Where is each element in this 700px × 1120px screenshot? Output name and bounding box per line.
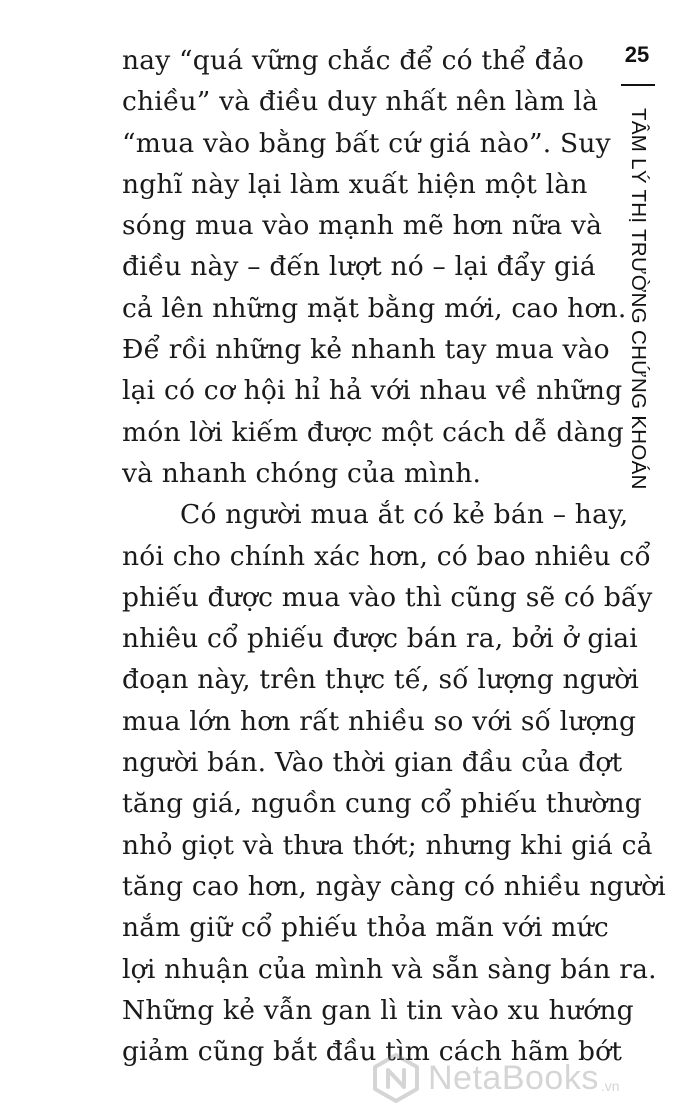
text-line: nắm giữ cổ phiếu thỏa mãn với mức xyxy=(122,912,609,944)
header-rule xyxy=(621,84,655,86)
text-line: phiếu được mua vào thì cũng sẽ có bấy xyxy=(122,581,653,613)
text-line: Để rồi những kẻ nhanh tay mua vào xyxy=(122,334,610,366)
text-line: sóng mua vào mạnh mẽ hơn nữa và xyxy=(122,210,603,242)
paragraph-2 xyxy=(122,494,666,1072)
text-line: Có người mua ắt có kẻ bán – hay, xyxy=(180,499,629,531)
text-line: món lời kiếm được một cách dễ dàng xyxy=(122,416,624,448)
text-line: nay “quá vững chắc để có thể đảo xyxy=(122,45,584,76)
text-line: tăng cao hơn, ngày càng có nhiều người xyxy=(122,870,666,902)
text-line: giảm cũng bắt đầu tìm cách hãm bớt xyxy=(122,1036,623,1068)
text-line: nhiêu cổ phiếu được bán ra, bởi ở giai xyxy=(122,623,638,655)
text-line: đoạn này, trên thực tế, số lượng người xyxy=(122,664,640,696)
text-line: nghĩ này lại làm xuất hiện một làn xyxy=(122,168,588,200)
text-line: và nhanh chóng của mình. xyxy=(122,457,482,489)
text-line: tăng giá, nguồn cung cổ phiếu thường xyxy=(122,788,642,820)
text-line: người bán. Vào thời gian đầu của đợt xyxy=(122,747,623,779)
text-line: lại có cơ hội hỉ hả với nhau về những xyxy=(122,375,623,407)
watermark-suffix: .vn xyxy=(600,1078,620,1094)
text-line: lợi nhuận của mình và sẵn sàng bán ra. xyxy=(122,953,657,985)
watermark-text: NetaBooks xyxy=(428,1058,599,1097)
text-line: mua lớn hơn rất nhiều so với số lượng xyxy=(122,705,637,737)
watermark xyxy=(370,1052,620,1104)
text-line: điều này – đến lượt nó – lại đẩy giá xyxy=(122,251,596,283)
text-line: nói cho chính xác hơn, có bao nhiêu cổ xyxy=(122,540,651,572)
paragraph-1 xyxy=(122,40,627,494)
text-line: “mua vào bằng bất cứ giá nào”. Suy xyxy=(122,127,611,159)
text-line: cả lên những mặt bằng mới, cao hơn. xyxy=(122,292,627,324)
page-number: 25 xyxy=(624,42,650,67)
text-line: chiều” và điều duy nhất nên làm là xyxy=(122,86,599,118)
running-title: TÂM LÝ THỊ TRƯỜNG CHỨNG KHOÁN xyxy=(627,108,650,490)
text-line: nhỏ giọt và thưa thớt; nhưng khi giá cả xyxy=(122,829,653,861)
netabooks-logo-icon xyxy=(370,1052,422,1104)
text-line: Những kẻ vẫn gan lì tin vào xu hướng xyxy=(122,994,634,1026)
